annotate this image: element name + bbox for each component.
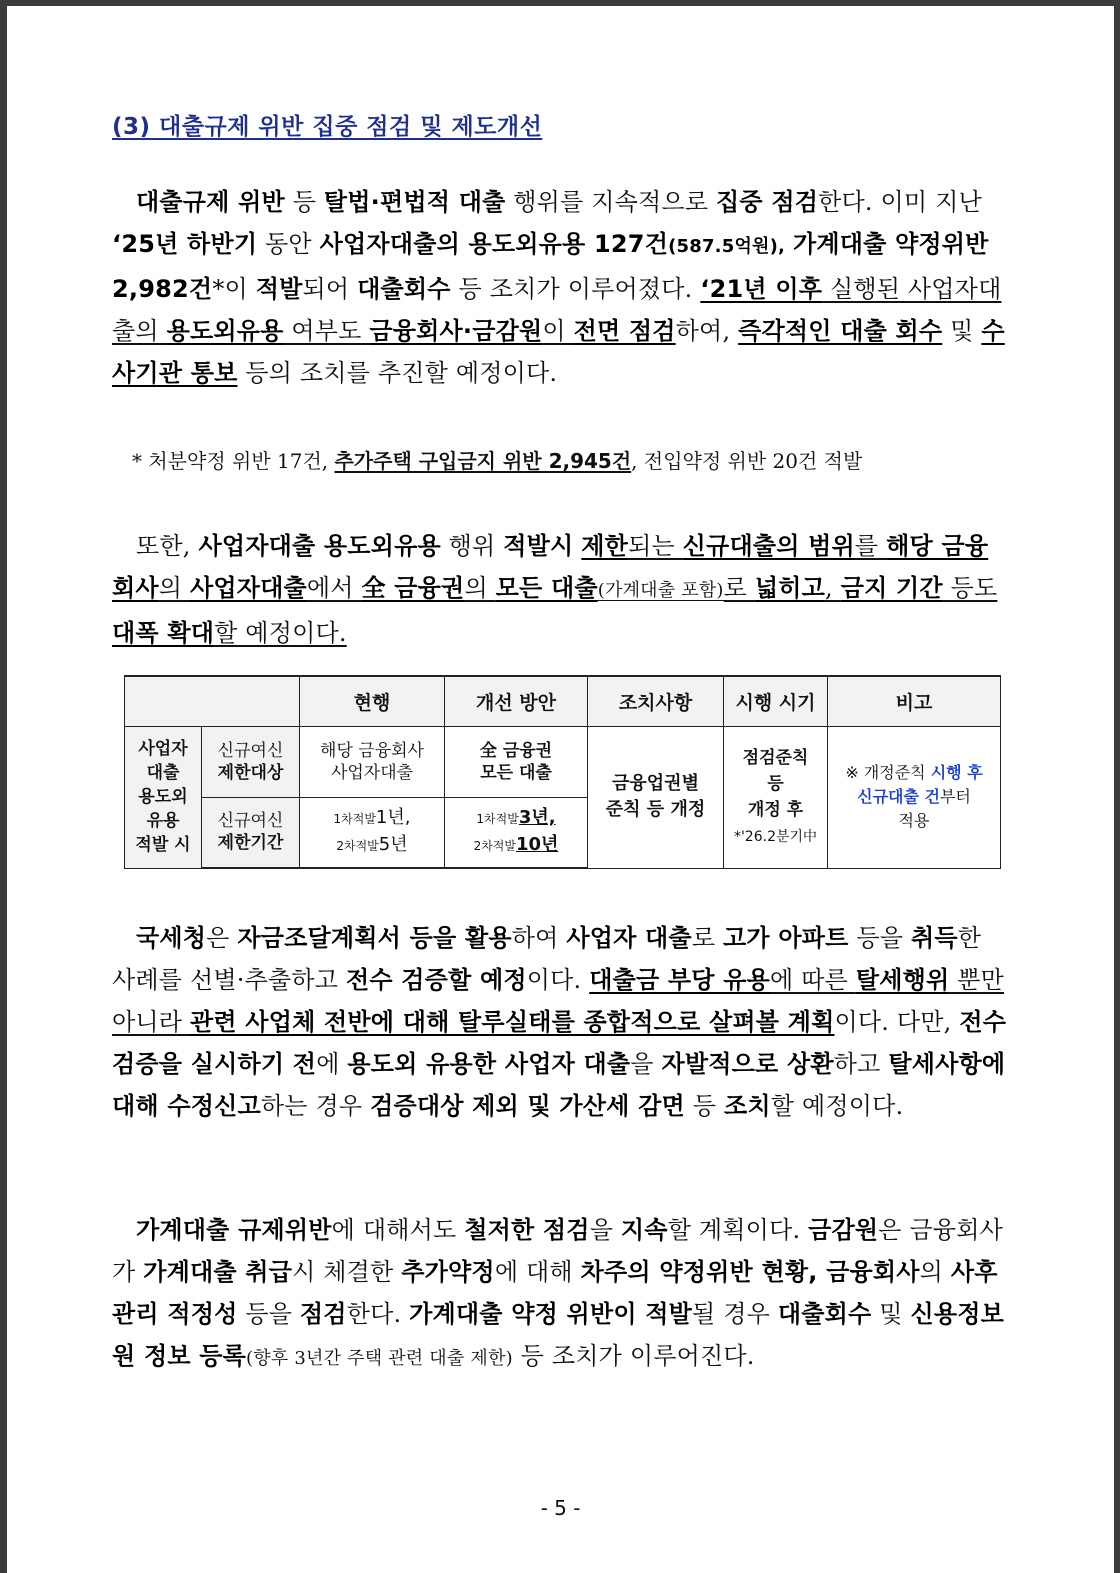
row-label-period: 신규여신 제한기간 — [202, 797, 300, 868]
cell-remarks: ※ 개정준칙 시행 후 신규대출 건부터 적용 — [828, 726, 1001, 868]
paragraph-2: 또한, 사업자대출 용도외유용 행위 적발시 제한되는 신규대출의 범위를 해당 금융회사의 사업자대출에서 全 금융권의 모든 대출(가계대출 포함)로 넓히고, 금지 기간 등도 대폭 확대할 예정이다. — [112, 532, 998, 647]
header-action: 조치사항 — [588, 676, 724, 726]
document-page — [7, 6, 1114, 1573]
cell-new-period: 1차적발3년, 2차적발10년 — [445, 797, 588, 868]
header-current: 현행 — [300, 676, 445, 726]
cell-timing: 점검준칙 등 개정 후 *'26.2분기中 — [724, 726, 828, 868]
regulation-table — [124, 675, 1001, 869]
cell-current-target: 해당 금융회사 사업자대출 — [300, 726, 445, 797]
row-label-target: 신규여신 제한대상 — [202, 726, 300, 797]
table-corner — [125, 676, 300, 726]
paragraph-4: 가계대출 규제위반에 대해서도 철저한 점검을 지속할 계획이다. 금감원은 금융회사가 가계대출 취급시 체결한 추가약정에 대해 차주의 약정위반 현황, 금융회사의 사후관리 적정성 등을 점검한다. 가계대출 약정 위반이 적발될 경우 대출회수 및 신용정보원 정보 등록(향후 3년간 주택 관련 대출 제한) 등 조치가 이루어진다. — [112, 1216, 1004, 1370]
table-header-row — [125, 676, 1001, 726]
header-timing: 시행 시기 — [724, 676, 828, 726]
paragraph-3: 국세청은 자금조달계획서 등을 활용하여 사업자 대출로 고가 아파트 등을 취득한 사례를 선별·추출하고 전수 검증할 예정이다. 대출금 부당 유용에 따른 탈세행위 뿐만 아니라 관련 사업체 전반에 대해 탈루실태를 종합적으로 살펴볼 계획이다. 다만, 전수 검증을 실시하기 전에 용도외 유용한 사업자 대출을 자발적으로 상환하고 탈세사항에 대해 수정신고하는 경우 검증대상 제외 및 가산세 감면 등 조치할 예정이다. — [112, 924, 1007, 1120]
cell-action: 금융업권별 준칙 등 개정 — [588, 726, 724, 868]
header-improvement: 개선 방안 — [445, 676, 588, 726]
row-group-label: 사업자 대출 용도외 유용 적발 시 — [125, 726, 202, 868]
paragraph-1: 대출규제 위반 등 탈법·편법적 대출 행위를 지속적으로 집중 점검한다. 이미 지난 ‘25년 하반기 동안 사업자대출의 용도외유용 127건(587.5억원), 가계대출 약정위반 2,982건*이 적발되어 대출회수 등 조치가 이루어졌다. ‘21년 이후 실행된 사업자대출의 용도외유용 여부도 금융회사·금감원이 전면 점검하여, 즉각적인 대출 회수 및 수사기관 통보 등의 조치를 추진할 예정이다. — [112, 188, 1005, 387]
cell-current-period: 1차적발1년, 2차적발5년 — [300, 797, 445, 868]
footnote: * 처분약정 위반 17건, 추가주택 구입금지 위반 2,945건, 전입약정 위반 20건 적발 — [132, 449, 863, 473]
page-number: - 5 - — [540, 1496, 581, 1520]
section-heading: (3) 대출규제 위반 집중 점검 및 제도개선 — [112, 114, 543, 140]
table-row — [125, 726, 1001, 797]
cell-new-target: 全 금융권 모든 대출 — [445, 726, 588, 797]
header-remarks: 비고 — [828, 676, 1001, 726]
